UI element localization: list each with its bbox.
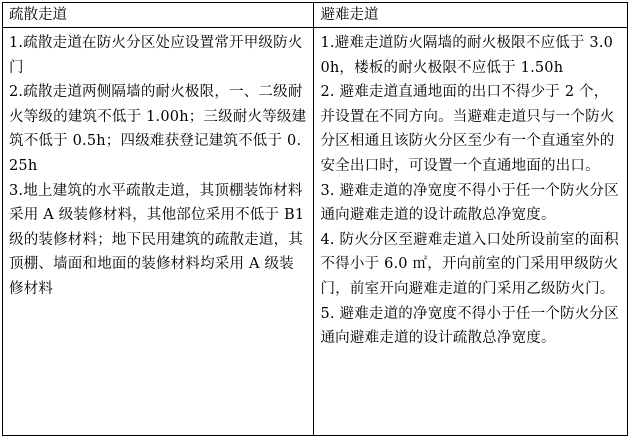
refuge-item-5: 5. 避难走道的净宽度不得小于任一个防火分区通向避难走道的设计疏散总净宽度。	[320, 305, 619, 347]
comparison-table	[2, 2, 628, 436]
refuge-item-3: 3. 避难走道的净宽度不得小于任一个防火分区通向避难走道的设计疏散总净宽度。	[320, 182, 619, 224]
evacuation-item-1: 1.疏散走道在防火分区处应设置常开甲级防火门	[9, 35, 303, 76]
header-refuge-corridor: 避难走道	[314, 3, 628, 28]
refuge-item-4: 4. 防火分区至避难走道入口处所设前室的面积不得小于 6.0 ㎡，开向前室的门采用甲级防火门，前室开向避难走道的门采用乙级防火门。	[320, 231, 619, 297]
header-evacuation-corridor: 疏散走道	[3, 3, 314, 28]
refuge-corridor-cell	[314, 28, 628, 436]
refuge-item-2: 2. 避难走道直通地面的出口不得少于 2 个，并设置在不同方向。当避难走道只与一个防火分区相通且该防火分区至少有一个直通室外的安全出口时，可设置一个直通地面的出口。	[320, 84, 615, 174]
evacuation-item-3: 3.地上建筑的水平疏散走道，其顶棚装饰材料采用 A 级装修材料，其他部位采用不低于 B1 级的装修材料；地下民用建筑的疏散走道，其顶棚、墙面和地面的装修材料均采用 A 级装修材料	[9, 182, 305, 297]
evacuation-corridor-cell	[3, 28, 314, 436]
body-row	[3, 28, 628, 436]
header-row	[3, 3, 628, 28]
refuge-item-1: 1.避难走道防火隔墙的耐火极限不应低于 3.00h，楼板的耐火极限不应低于 1.50h	[320, 35, 614, 76]
evacuation-item-2: 2.疏散走道两侧隔墙的耐火极限，一、二级耐火等级的建筑不低于 1.00h；三级耐火等级建筑不低于 0.5h；四级难获登记建筑不低于 0.25h	[9, 84, 307, 174]
